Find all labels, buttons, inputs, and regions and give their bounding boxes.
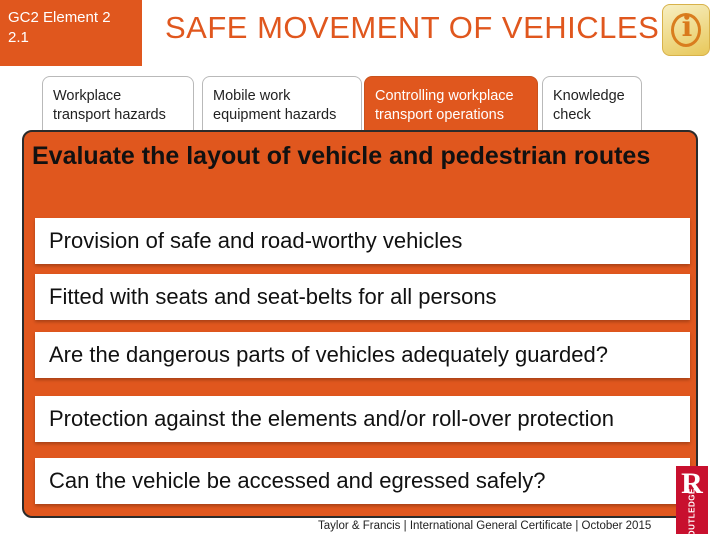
tab-label-line-2: transport operations [375,107,504,123]
badge-line-1: GC2 Element 2 [8,9,111,26]
list-item: Are the dangerous parts of vehicles adequately guarded? [35,332,690,378]
tab-label-line-1: Workplace [53,88,122,104]
tab-label-line-1: Knowledge [553,88,625,104]
section-heading: Evaluate the layout of vehicle and pedestrian routes [32,142,651,170]
list-item: Provision of safe and road-worthy vehicles [35,218,690,264]
tab-mobile-work-equipment-hazards[interactable] [202,76,362,132]
tab-label-line-2: check [553,107,591,123]
element-badge [0,0,142,66]
list-item: Protection against the elements and/or roll-over protection [35,396,690,442]
info-logo-icon [662,4,710,56]
logo-glyph: i [681,10,693,43]
tab-label-line-2: equipment hazards [213,107,337,123]
tab-workplace-transport-hazards[interactable] [42,76,194,132]
publisher-logo-name: ROUTLEDGE [687,488,697,543]
tab-label-line-1: Controlling workplace [375,88,514,104]
publisher-logo [676,466,708,543]
tab-label-line-2: transport hazards [53,107,166,123]
list-item: Can the vehicle be accessed and egressed safely? [35,458,690,504]
tab-knowledge-check[interactable] [542,76,642,132]
page-title: SAFE MOVEMENT OF VEHICLES [165,10,660,45]
list-item: Fitted with seats and seat-belts for all persons [35,274,690,320]
badge-line-2: 2.1 [8,29,29,46]
footer-text: Taylor & Francis | International General Certificate | October 2015 [318,520,652,532]
tab-label-line-1: Mobile work [213,88,291,104]
publisher-logo-letter: R [681,467,703,500]
tab-controlling-workplace-transport-operations[interactable] [364,76,538,132]
